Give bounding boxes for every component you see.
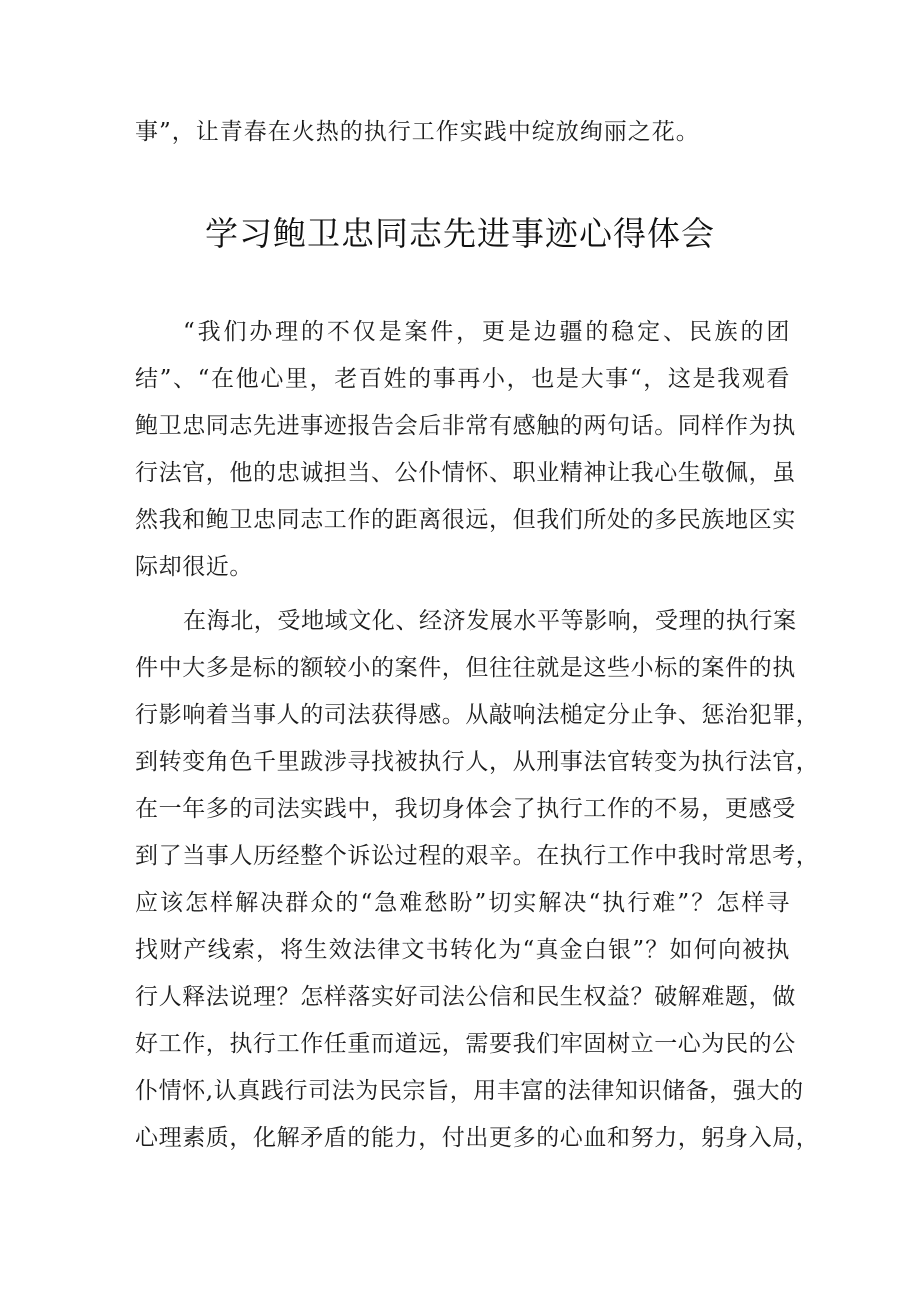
paragraph-line: 在海北，受地域文化、经济发展水平等影响，受理的执行案 [183,608,797,634]
paragraph-spacer [135,591,790,598]
document-body [135,309,820,1162]
paragraph-line: 仆情怀,认真践行司法为民宗旨，用丰富的法律知识储备，强大的 [135,1078,804,1104]
paragraph-line: 然我和鲍卫忠同志工作的距离很远，但我们所处的多民族地区实 [135,507,796,533]
paragraph-line: 心理素质，化解矛盾的能力，付出更多的心血和努力，躬身入局， [135,1125,820,1151]
paragraph-line: 结”、“在他心里，老百姓的事再小，也是大事“，这是我观看 [135,366,790,392]
paragraph-line: 找财产线索，将生效法律文书转化为“真金白银”？如何向被执 [135,937,790,963]
paragraph-2 [135,598,820,1162]
paragraph-line: 到转变角色千里跋涉寻找被执行人，从刑事法官转变为执行法官， [135,749,820,775]
paragraph-line: 应该怎样解决群众的“急难愁盼”切实解决“执行难”？怎样寻 [135,890,790,916]
paragraph-line: 行法官，他的忠诚担当、公仆情怀、职业精神让我心生敬佩，虽 [135,460,796,486]
paragraph-line: 行影响着当事人的司法获得感。从敲响法槌定分止争、惩治犯罪， [135,702,820,728]
paragraph-line: 际却很近。 [135,554,253,580]
paragraph-line: “我们办理的不仅是案件，更是边疆的稳定、民族的团 [183,319,790,345]
paragraph-line: 好工作，执行工作任重而道远，需要我们牢固树立一心为民的公 [135,1031,796,1057]
document-title: 学习鲍卫忠同志先进事迹心得体会 [205,214,715,253]
paragraph-line: 鲍卫忠同志先进事迹报告会后非常有感触的两句话。同样作为执 [135,413,796,439]
paragraph-line: 在一年多的司法实践中，我切身体会了执行工作的不易，更感受 [135,796,796,822]
paragraph-1 [135,309,796,591]
paragraph-line: 行人释法说理？怎样落实好司法公信和民生权益？破解难题，做 [135,984,796,1010]
carry-over-line: 事”，让青春在火热的执行工作实践中绽放绚丽之花。 [135,119,700,145]
paragraph-line: 到了当事人历经整个诉讼过程的艰辛。在执行工作中我时常思考， [135,843,820,869]
paragraph-line: 件中大多是标的额较小的案件，但往往就是这些小标的案件的执 [135,655,796,681]
